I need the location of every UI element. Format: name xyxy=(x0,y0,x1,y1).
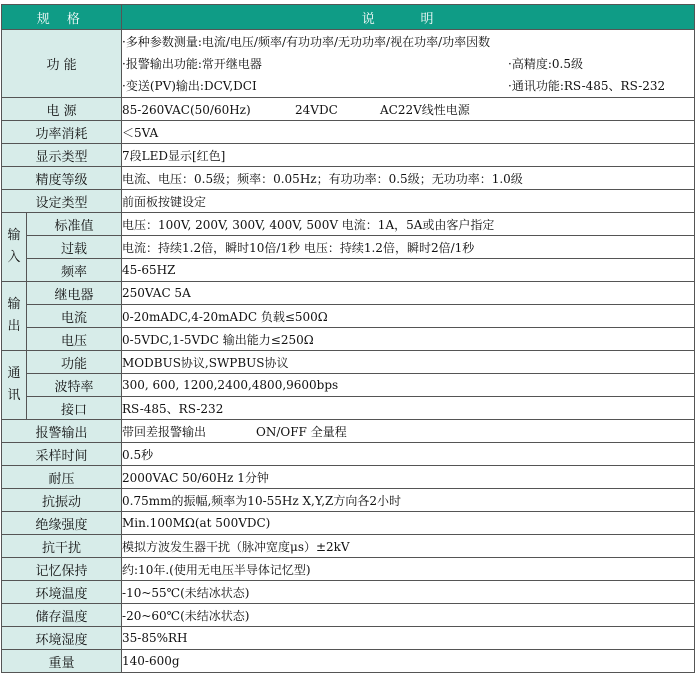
header-row xyxy=(2,5,695,30)
row-value: ＜5VA xyxy=(122,121,695,144)
sub-value: 电流：持续1.2倍，瞬时10倍/1秒 电压：持续1.2倍，瞬时2倍/1秒 xyxy=(122,236,695,259)
function-line xyxy=(122,53,694,75)
row-label: 功率消耗 xyxy=(2,121,122,144)
sub-value: 0-20mADC,4-20mADC 负载≤500Ω xyxy=(122,305,695,328)
table-row xyxy=(2,466,695,489)
power-ac: 85-260VAC(50/60Hz) xyxy=(122,102,251,117)
spec-table xyxy=(1,4,695,673)
table-row xyxy=(2,512,695,535)
row-value: 约:10年.(使用无电压半导体记忆型) xyxy=(122,558,695,581)
table-row xyxy=(2,489,695,512)
sub-value: 45-65HZ xyxy=(122,259,695,282)
sub-label: 接口 xyxy=(27,397,122,420)
row-value: 0.5秒 xyxy=(122,443,695,466)
row-label: 重量 xyxy=(2,650,122,673)
output-row xyxy=(2,305,695,328)
table-row xyxy=(2,650,695,673)
power-linear: AC22V线性电源 xyxy=(380,102,470,117)
function-line xyxy=(122,75,694,97)
row-label: 抗振动 xyxy=(2,489,122,512)
input-row xyxy=(2,213,695,236)
row-label: 显示类型 xyxy=(2,144,122,167)
function-line-1: ·多种参数测量:电流/电压/频率/有功功率/无功功率/视在功率/功率因数 xyxy=(122,34,491,49)
comm-row xyxy=(2,374,695,397)
function-line-2: ·报警输出功能:常开继电器 xyxy=(122,56,262,71)
sub-label: 标准值 xyxy=(27,213,122,236)
output-group-label: 输出 xyxy=(2,282,27,351)
table-row xyxy=(2,558,695,581)
row-label: 储存温度 xyxy=(2,604,122,627)
power-label: 电 源 xyxy=(2,98,122,121)
sub-value: RS-485、RS-232 xyxy=(122,397,695,420)
alarm-value xyxy=(122,420,695,443)
output-row xyxy=(2,328,695,351)
alarm-label: 报警输出 xyxy=(2,420,122,443)
row-label: 采样时间 xyxy=(2,443,122,466)
row-value: 35-85%RH xyxy=(122,627,695,650)
row-label: 精度等级 xyxy=(2,167,122,190)
sub-label: 功能 xyxy=(27,351,122,374)
row-value: 2000VAC 50/60Hz 1分钟 xyxy=(122,466,695,489)
alarm-range: ON/OFF 全量程 xyxy=(256,424,347,439)
sub-label: 电流 xyxy=(27,305,122,328)
sub-label: 继电器 xyxy=(27,282,122,305)
sub-value: 300, 600, 1200,2400,4800,9600bps xyxy=(122,374,695,397)
row-value: -10~55℃(未结冰状态) xyxy=(122,581,695,604)
function-line-3-right: ·通讯功能:RS-485、RS-232 xyxy=(508,78,666,93)
header-spec: 规 格 xyxy=(2,5,122,30)
function-line-2-right: ·高精度:0.5级 xyxy=(508,56,583,71)
alarm-desc: 带回差报警输出 xyxy=(122,424,207,439)
function-value xyxy=(122,30,695,98)
comm-row xyxy=(2,351,695,374)
power-row xyxy=(2,98,695,121)
row-value: 电流、电压：0.5级；频率：0.05Hz；有功功率：0.5级；无功功率：1.0级 xyxy=(122,167,695,190)
alarm-row xyxy=(2,420,695,443)
table-row xyxy=(2,581,695,604)
row-label: 抗干扰 xyxy=(2,535,122,558)
comm-row xyxy=(2,397,695,420)
power-value xyxy=(122,98,695,121)
output-row xyxy=(2,282,695,305)
input-group-label: 输入 xyxy=(2,213,27,282)
row-label: 环境温度 xyxy=(2,581,122,604)
row-label: 设定类型 xyxy=(2,190,122,213)
sub-label: 过载 xyxy=(27,236,122,259)
table-row xyxy=(2,443,695,466)
header-desc: 说 明 xyxy=(122,5,695,30)
table-row xyxy=(2,604,695,627)
function-label: 功 能 xyxy=(2,30,122,98)
table-row xyxy=(2,627,695,650)
row-label: 绝缘强度 xyxy=(2,512,122,535)
row-value: 0.75mm的振幅,频率为10-55Hz X,Y,Z方向各2小时 xyxy=(122,489,695,512)
row-value: Min.100MΩ(at 500VDC) xyxy=(122,512,695,535)
power-dc: 24VDC xyxy=(295,102,338,117)
sub-value: MODBUS协议,SWPBUS协议 xyxy=(122,351,695,374)
sub-value: 250VAC 5A xyxy=(122,282,695,305)
table-row xyxy=(2,121,695,144)
sub-value: 0-5VDC,1-5VDC 输出能力≤250Ω xyxy=(122,328,695,351)
row-value: 模拟方波发生器干扰（脉冲宽度μs）±2kV xyxy=(122,535,695,558)
comm-group-label: 通讯 xyxy=(2,351,27,420)
table-row xyxy=(2,190,695,213)
sub-value: 电压：100V, 200V, 300V, 400V, 500V 电流：1A，5A或由客户指定 xyxy=(122,213,695,236)
function-row xyxy=(2,30,695,98)
row-label: 环境湿度 xyxy=(2,627,122,650)
row-value: 前面板按键设定 xyxy=(122,190,695,213)
row-value: 140-600g xyxy=(122,650,695,673)
row-value: -20~60℃(未结冰状态) xyxy=(122,604,695,627)
row-label: 记忆保持 xyxy=(2,558,122,581)
row-label: 耐压 xyxy=(2,466,122,489)
function-line xyxy=(122,31,694,53)
input-row xyxy=(2,259,695,282)
table-row xyxy=(2,144,695,167)
sub-label: 电压 xyxy=(27,328,122,351)
function-line-3: ·变送(PV)输出:DCV,DCI xyxy=(122,78,257,93)
input-row xyxy=(2,236,695,259)
sub-label: 频率 xyxy=(27,259,122,282)
table-row xyxy=(2,167,695,190)
table-row xyxy=(2,535,695,558)
row-value: 7段LED显示[红色] xyxy=(122,144,695,167)
sub-label: 波特率 xyxy=(27,374,122,397)
